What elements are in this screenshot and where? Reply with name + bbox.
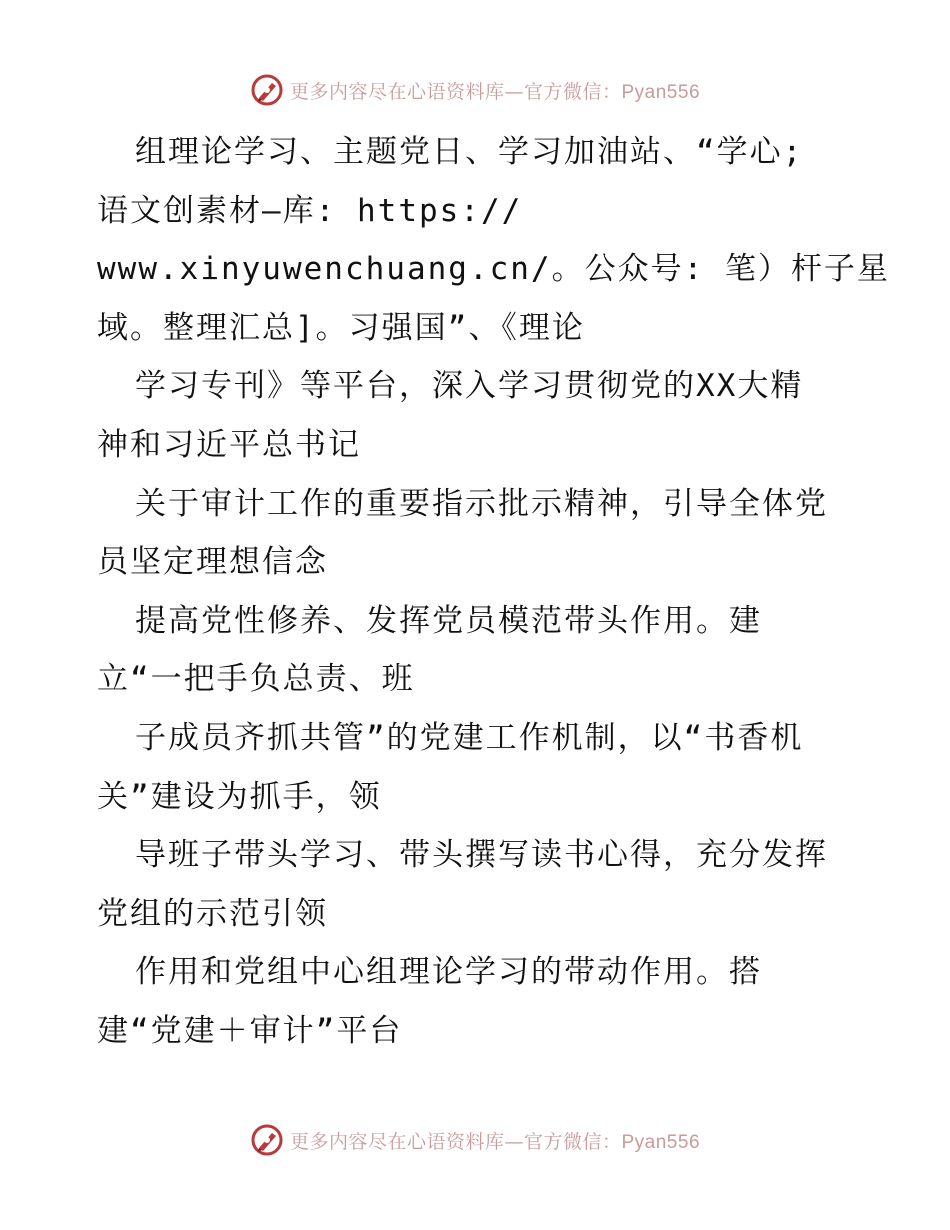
text-line: 提高党性修养、发挥党员模范带头作用。建 — [135, 602, 762, 639]
text-line: 域。整理汇总]。习强国”、《理论 — [97, 309, 585, 346]
text-line: 组理论学习、主题党日、学习加油站、“学心; — [135, 134, 804, 170]
document-body — [97, 123, 897, 1061]
text-line: 子成员齐抓共管”的党建工作机制，以“书香机 — [135, 719, 804, 756]
text-line: 导班子带头学习、带头撰写读书心得，充分发挥 — [135, 837, 828, 874]
header-banner — [0, 70, 950, 110]
banner-text: 更多内容尽在心语资料库—官方微信：Pyan556 — [289, 1130, 701, 1153]
pen-logo-icon — [250, 1123, 284, 1157]
text-line: 作用和党组中心组理论学习的带动作用。搭 — [135, 954, 762, 991]
wechat-id: Pyan556 — [621, 1131, 701, 1153]
text-line: 党组的示范引领 — [97, 895, 328, 932]
text-line: 立“一把手负总责、班 — [97, 661, 415, 698]
text-line: 关”建设为抓手，领 — [97, 778, 382, 815]
text-line: 神和习近平总书记 — [97, 426, 361, 463]
pen-logo-icon — [250, 73, 284, 107]
banner-text: 更多内容尽在心语资料库—官方微信：Pyan556 — [289, 80, 701, 103]
text-line: 建“党建＋审计”平台 — [97, 1012, 403, 1049]
text-line: 学习专刊》等平台，深入学习贯彻党的XX大精 — [135, 368, 804, 405]
text-line: 员坚定理想信念 — [97, 544, 328, 581]
text-line: 关于审计工作的重要指示批示精神，引导全体党 — [135, 485, 828, 522]
wechat-id: Pyan556 — [621, 81, 701, 103]
footer-banner — [0, 1120, 950, 1160]
text-line: www.xinyuwenchuang.cn/。公众号: 笔）杆子星 — [97, 251, 890, 288]
text-line: 语文创素材—库: https:// — [97, 192, 523, 229]
